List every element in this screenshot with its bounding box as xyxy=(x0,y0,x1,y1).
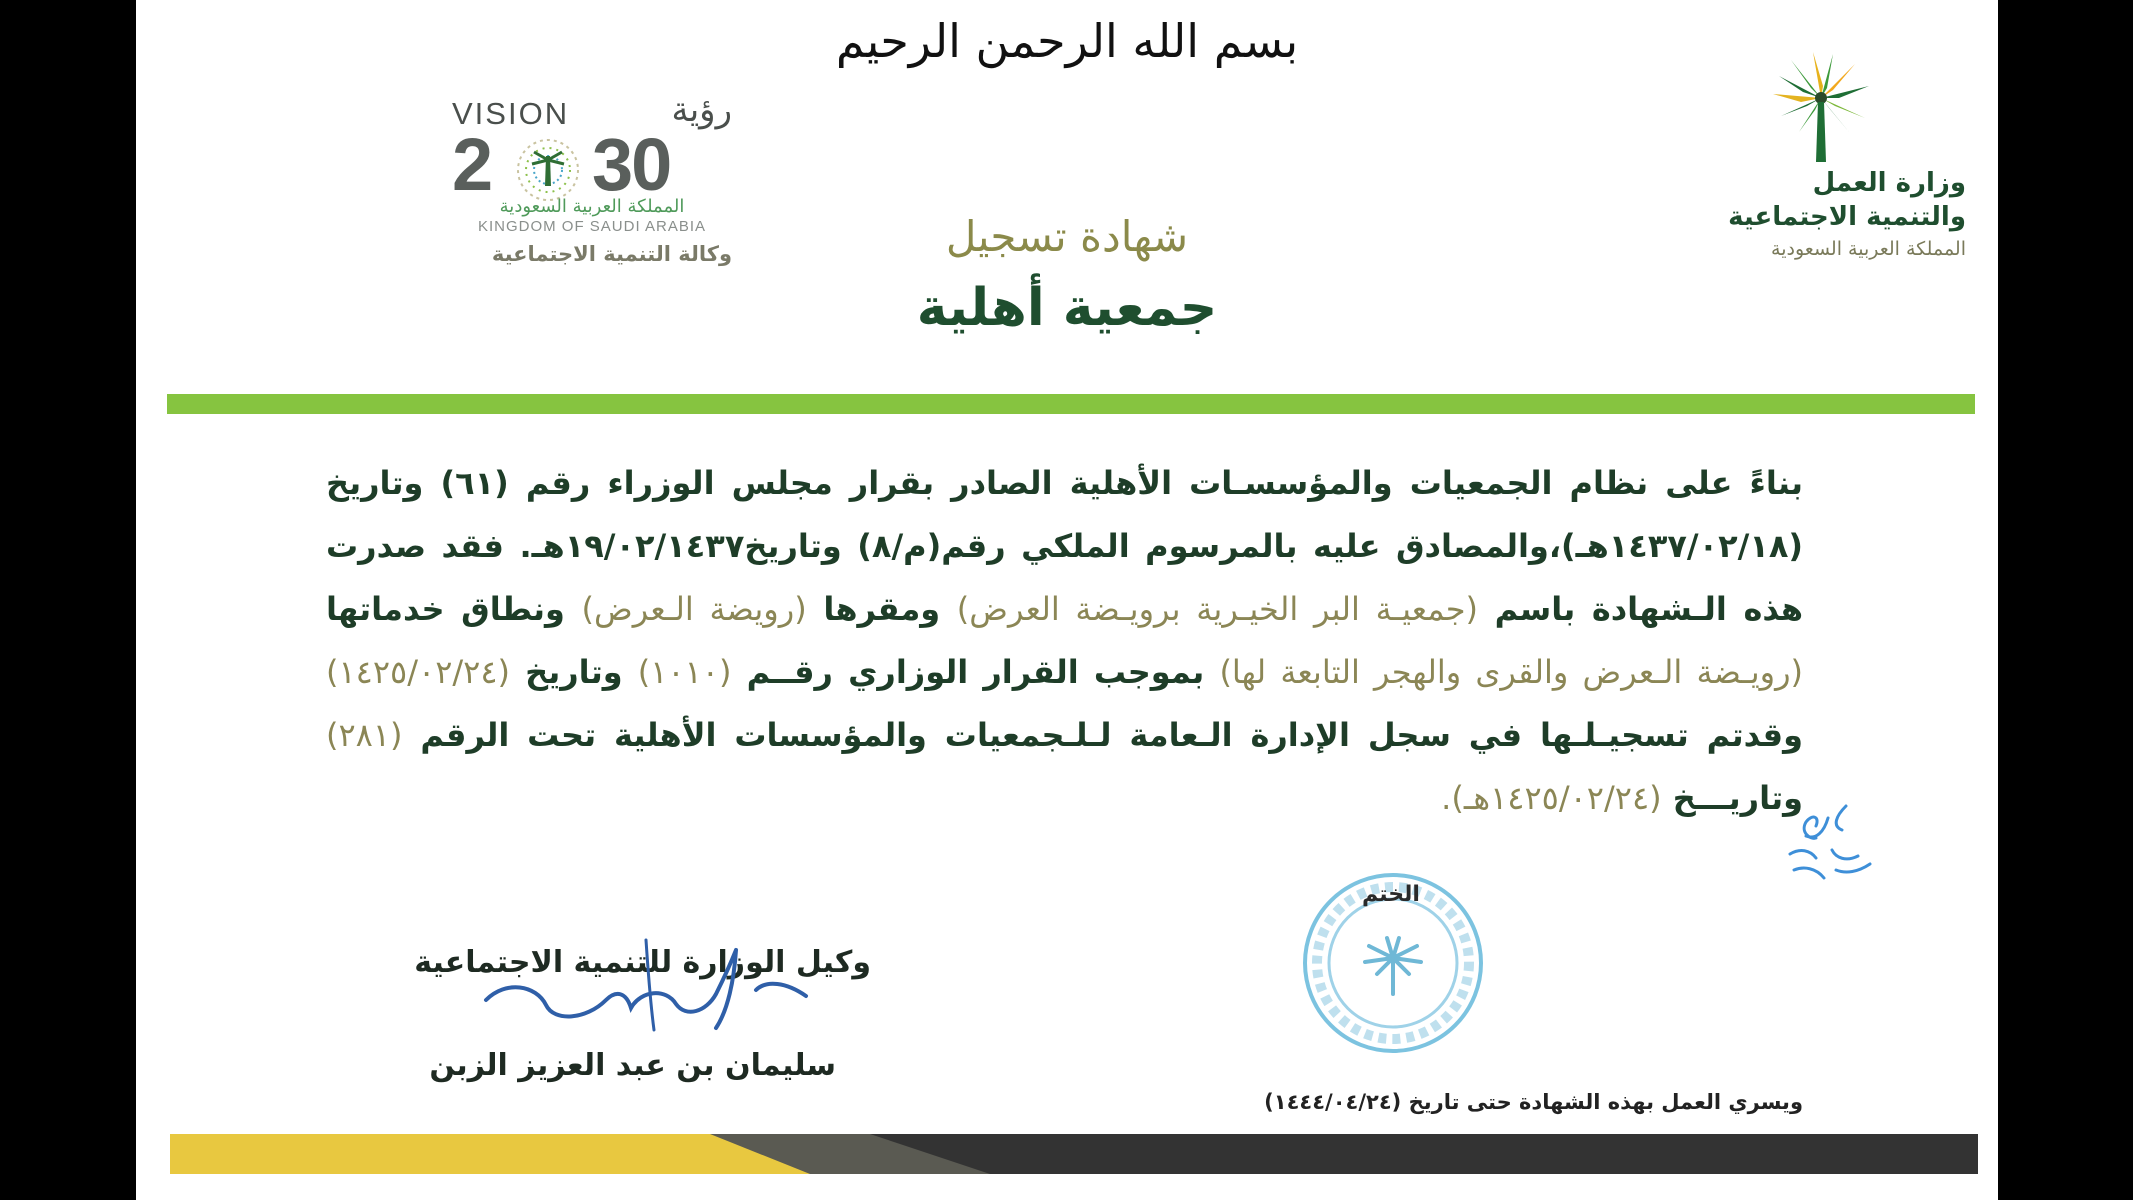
green-divider xyxy=(167,394,1975,414)
agency-name: وكالة التنمية الاجتماعية xyxy=(491,242,732,266)
body-registration: وقدتم تسجيـلـها في سجل الإدارة الـعامة لـلـجمعيات والمؤسسات الأهلية تحت الرقم xyxy=(420,716,1804,754)
headquarters: (رويضة الـعرض) xyxy=(581,590,807,628)
registration-number: (٢٨١) xyxy=(326,716,403,754)
certificate-title: شهادة تسجيل xyxy=(945,212,1189,261)
registration-date: (١٤٢٥/٠٢/٢٤هـ). xyxy=(1441,779,1662,817)
body-intro: بناءً على نظام الجمعيات والمؤسسـات الأهلية الصادر بقرار مجلس الوزراء رقم (٦١) وتاريخ (١٤٣٧/٠٢/١٨هـ)،والمصادق عليه بالمرسوم الملكي رقم(م/٨) وتاريخ١٩/٠٢/١٤٣٧هـ. xyxy=(326,464,1804,565)
bottom-decorative-bar xyxy=(170,1134,1978,1174)
kingdom-english: KINGDOM OF SAUDI ARABIA xyxy=(477,218,707,235)
signatory-name: سليمان بن عبد العزيز الزبن xyxy=(429,1048,836,1083)
kingdom-arabic: المملكة العربية السعودية xyxy=(499,196,685,217)
vision-word: VISION xyxy=(452,96,570,131)
certificate-body xyxy=(326,452,1803,830)
body-service-label: ونطاق خدماتها xyxy=(326,590,565,628)
signature-icon xyxy=(466,930,846,1050)
ministry-line-1: وزارة العمل xyxy=(1812,168,1966,198)
palm-tree-logo-icon xyxy=(1756,52,1886,168)
body-decision-label: بموجب القرار الوزاري رقــم xyxy=(746,653,1205,691)
validity-note: ويسري العمل بهذه الشهادة حتى تاريخ (١٤٤٤/٠٤/٢٤) xyxy=(1264,1090,1803,1114)
signatory-title: وكيل الوزارة للتنمية الاجتماعية xyxy=(414,945,871,980)
ruya-word: رؤية xyxy=(671,90,732,130)
handwritten-initials-icon xyxy=(1776,796,1880,892)
service-area: (رويـضة الـعرض والقرى والهجر التابعة لها) xyxy=(1219,653,1804,691)
decision-number: (١٠١٠) xyxy=(637,653,732,691)
body-headquarters-label: ومقرها xyxy=(823,590,941,628)
stamp-label: الختم xyxy=(1362,882,1420,907)
ministry-country: المملكة العربية السعودية xyxy=(1771,238,1966,260)
certificate-subtitle: جمعية أهلية xyxy=(916,278,1218,338)
ministry-line-2: والتنمية الاجتماعية xyxy=(1728,202,1966,232)
basmala: بسم الله الرحمن الرحيم xyxy=(835,14,1299,68)
body-decision-date-label: وتاريخ xyxy=(525,653,623,691)
decision-date: (١٤٢٥/٠٢/٢٤) xyxy=(326,653,511,691)
body-issued: فقد صدرت هذه الـشهادة باسم xyxy=(326,527,1803,628)
year-digit-2: 2 xyxy=(452,123,494,206)
certificate-sheet xyxy=(136,0,1998,1200)
association-name: (جمعيـة البر الخيـرية برويـضة العرض) xyxy=(956,590,1478,628)
year-digits-30: 30 xyxy=(592,123,671,206)
body-registration-date-label: وتاريـــخ xyxy=(1672,779,1803,817)
